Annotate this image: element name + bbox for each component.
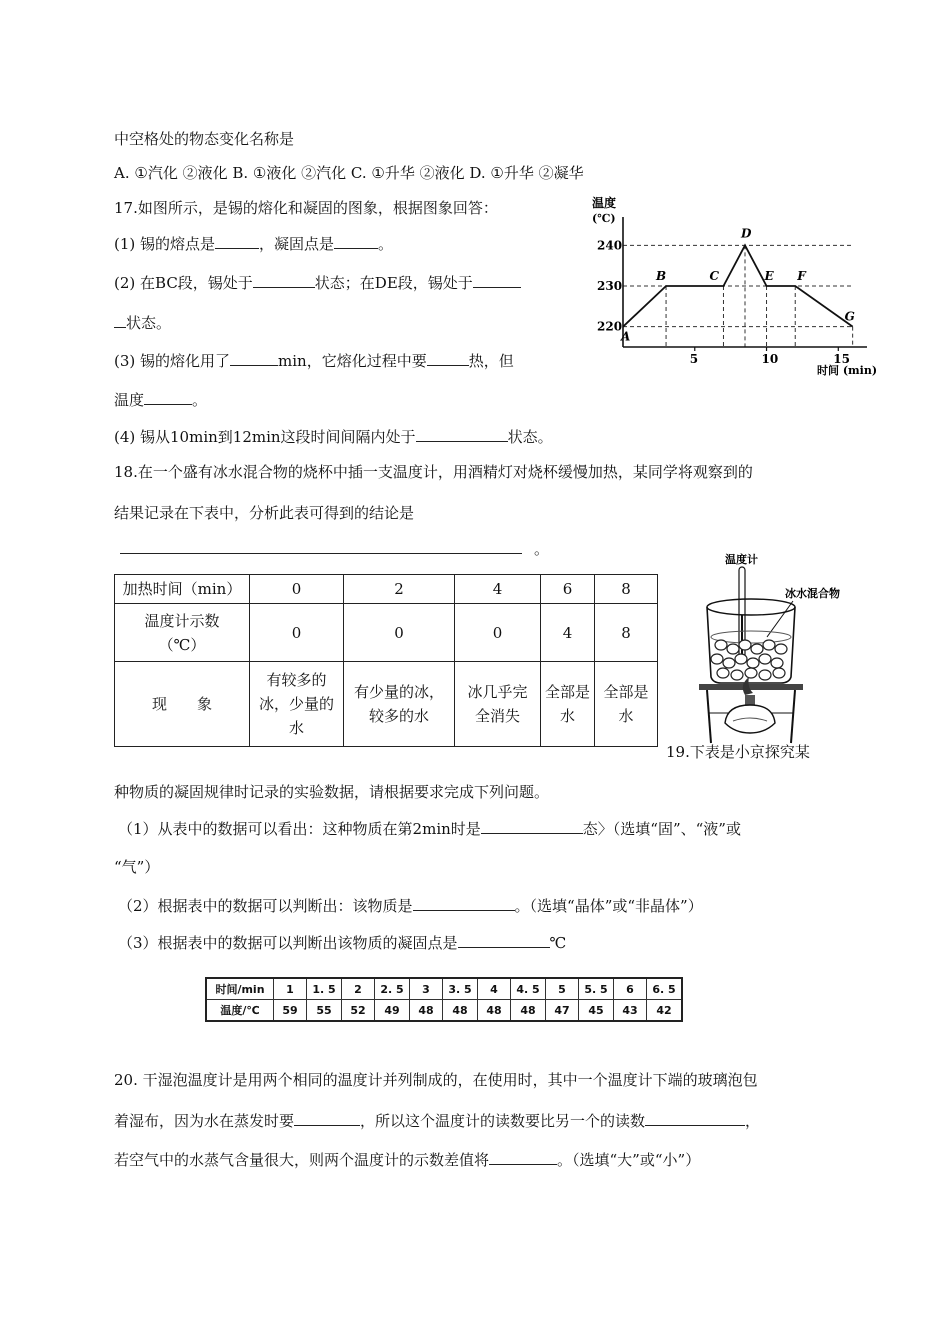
q19-data-table (205, 977, 683, 1022)
graph-point-labels (620, 226, 855, 343)
table-cell: 48 (511, 1000, 546, 1022)
graph-ylabel-2: (℃) (592, 212, 616, 225)
table-header-cell: 温度/℃ (206, 1000, 274, 1022)
table-cell: 5 (546, 978, 579, 1000)
x-tick-label: 10 (761, 352, 779, 366)
table-header-cell: 时间/min (206, 978, 274, 1000)
table-cell: 1 (274, 978, 307, 1000)
table-cell: 加热时间（min） (115, 575, 250, 604)
q19-part1-cont: “气”） (114, 858, 160, 876)
table-cell: 55 (307, 1000, 342, 1022)
x-tick-label: 15 (833, 352, 850, 366)
table-cell: 8 (595, 575, 658, 604)
q17-part3: (3) 锡的熔化用了 min，它熔化过程中要 热，但 (114, 352, 514, 370)
table-cell: 5. 5 (579, 978, 614, 1000)
table-cell: 42 (647, 1000, 683, 1022)
beaker-thermometer-figure (695, 545, 855, 745)
table-row (115, 662, 658, 747)
label-thermometer: 温度计 (725, 553, 758, 566)
table-row (115, 604, 658, 662)
table-cell: 43 (614, 1000, 647, 1022)
answer-blank[interactable] (253, 272, 315, 288)
point-label-d: D (741, 226, 752, 241)
tin-melting-graph (585, 195, 885, 385)
q17-part1: (1) 锡的熔点是 ，凝固点是 。 (114, 235, 394, 253)
q18-stem-2: 结果记录在下表中，分析此表可得到的结论是 (114, 504, 415, 522)
point-label-e: E (764, 269, 774, 283)
y-tick-label: 230 (597, 279, 623, 293)
table-cell: 0 (250, 575, 344, 604)
q18-answer-line: 。 (120, 538, 549, 559)
table-header-cell: 温度计示数 （℃） (115, 604, 250, 662)
answer-blank[interactable] (114, 312, 126, 328)
answer-blank[interactable] (473, 272, 521, 288)
table-cell: 全部是 水 (541, 662, 595, 747)
answer-blank[interactable] (120, 538, 522, 554)
answer-blank[interactable] (427, 350, 469, 366)
table-cell: 52 (342, 1000, 375, 1022)
q19-part2: （2）根据表中的数据可以判断出：该物质是 。（选填“晶体”或“非晶体”） (118, 897, 703, 915)
point-label-c: C (709, 269, 720, 283)
table-cell: 0 (455, 604, 541, 662)
table-cell: 59 (274, 1000, 307, 1022)
table-cell: 6. 5 (647, 978, 683, 1000)
table-cell: 45 (579, 1000, 614, 1022)
q17-part4: (4) 锡从10min到12min这段时间间隔内处于 状态。 (114, 428, 553, 446)
table-header-cell: 现 象 (115, 662, 250, 747)
table-cell: 48 (443, 1000, 478, 1022)
table-row (206, 1000, 682, 1022)
answer-blank[interactable] (645, 1110, 745, 1126)
table-cell: 4 (455, 575, 541, 604)
point-label-a: A (621, 329, 631, 344)
answer-blank[interactable] (144, 389, 192, 405)
answer-blank[interactable] (215, 233, 259, 249)
table-row (206, 978, 682, 1000)
table-cell: 6 (614, 978, 647, 1000)
table-cell: 2 (342, 978, 375, 1000)
table-cell: 4. 5 (511, 978, 546, 1000)
table-cell: 48 (410, 1000, 443, 1022)
q17-part3-cont: 温度 。 (114, 391, 208, 409)
point-label-g: G (844, 309, 855, 324)
ice-cubes-icon (711, 640, 787, 680)
table-cell: 有少量的冰， 较多的水 (344, 662, 455, 747)
table-row (115, 575, 658, 604)
answer-blank[interactable] (458, 932, 550, 948)
q17-part2: (2) 在BC段，锡处于 状态；在DE段，锡处于 (114, 272, 521, 293)
table-cell: 2. 5 (375, 978, 410, 1000)
q17-stem: 17.如图所示，是锡的熔化和凝固的图象，根据图象回答： (114, 199, 498, 217)
q16-stem: 中空格处的物态变化名称是 (114, 130, 295, 148)
q19-stem-1: 19.下表是小京探究某 (666, 743, 810, 761)
x-tick-label: 5 (689, 352, 699, 366)
q19-part1: （1）从表中的数据可以看出：这种物质在第2min时是 态〉（选填“固”、“液”或 (118, 820, 741, 838)
table-cell: 1. 5 (307, 978, 342, 1000)
q19-stem-2: 种物质的凝固规律时记录的实验数据，请根据要求完成下列问题。 (114, 783, 550, 801)
table-cell: 6 (541, 575, 595, 604)
point-label-f: F (797, 269, 806, 283)
table-cell: 2 (344, 575, 455, 604)
answer-blank[interactable] (413, 895, 515, 911)
answer-blank[interactable] (230, 350, 278, 366)
table-cell: 0 (250, 604, 344, 662)
answer-blank[interactable] (334, 233, 378, 249)
y-tick-label: 240 (597, 238, 623, 253)
table-cell: 47 (546, 1000, 579, 1022)
answer-blank[interactable] (416, 426, 508, 442)
table-cell: 0 (344, 604, 455, 662)
table-cell: 4 (541, 604, 595, 662)
q17-part2-cont: 状态。 (114, 312, 171, 333)
q20-line-1: 20. 干湿泡温度计是用两个相同的温度计并列制成的，在使用时，其中一个温度计下端的玻璃泡包 (114, 1071, 758, 1089)
y-tick-label: 220 (597, 319, 623, 334)
q18-table (114, 574, 658, 747)
label-ice-water: 冰水混合物 (785, 587, 840, 600)
answer-blank[interactable] (489, 1149, 557, 1165)
answer-blank[interactable] (294, 1110, 360, 1126)
point-label-b: B (656, 269, 667, 283)
q19-part3: （3）根据表中的数据可以判断出该物质的凝固点是 ℃ (118, 934, 567, 952)
answer-blank[interactable] (481, 818, 583, 834)
graph-xlabel: 时间 (min) (817, 364, 878, 377)
table-cell: 48 (478, 1000, 511, 1022)
q20-line-2: 着湿布，因为水在蒸发时要 ，所以这个温度计的读数要比另一个的读数 ， (114, 1112, 761, 1130)
q16-options: A. ①汽化 ②液化 B. ①液化 ②汽化 C. ①升华 ②液化 D. ①升华 ②凝华 (114, 164, 584, 182)
table-cell: 8 (595, 604, 658, 662)
table-cell: 冰几乎完 全消失 (455, 662, 541, 747)
table-cell: 4 (478, 978, 511, 1000)
table-cell: 49 (375, 1000, 410, 1022)
table-cell: 3. 5 (443, 978, 478, 1000)
table-cell: 3 (410, 978, 443, 1000)
q20-line-3: 若空气中的水蒸气含量很大，则两个温度计的示数差值将 。（选填“大”或“小”） (114, 1151, 701, 1169)
table-cell: 全部是 水 (595, 662, 658, 747)
graph-ylabel-1: 温度 (592, 196, 617, 210)
q18-stem-1: 18.在一个盛有冰水混合物的烧杯中插一支温度计，用酒精灯对烧杯缓慢加热，某同学将观察到的 (114, 463, 753, 481)
table-cell: 有较多的 冰，少量的 水 (250, 662, 344, 747)
